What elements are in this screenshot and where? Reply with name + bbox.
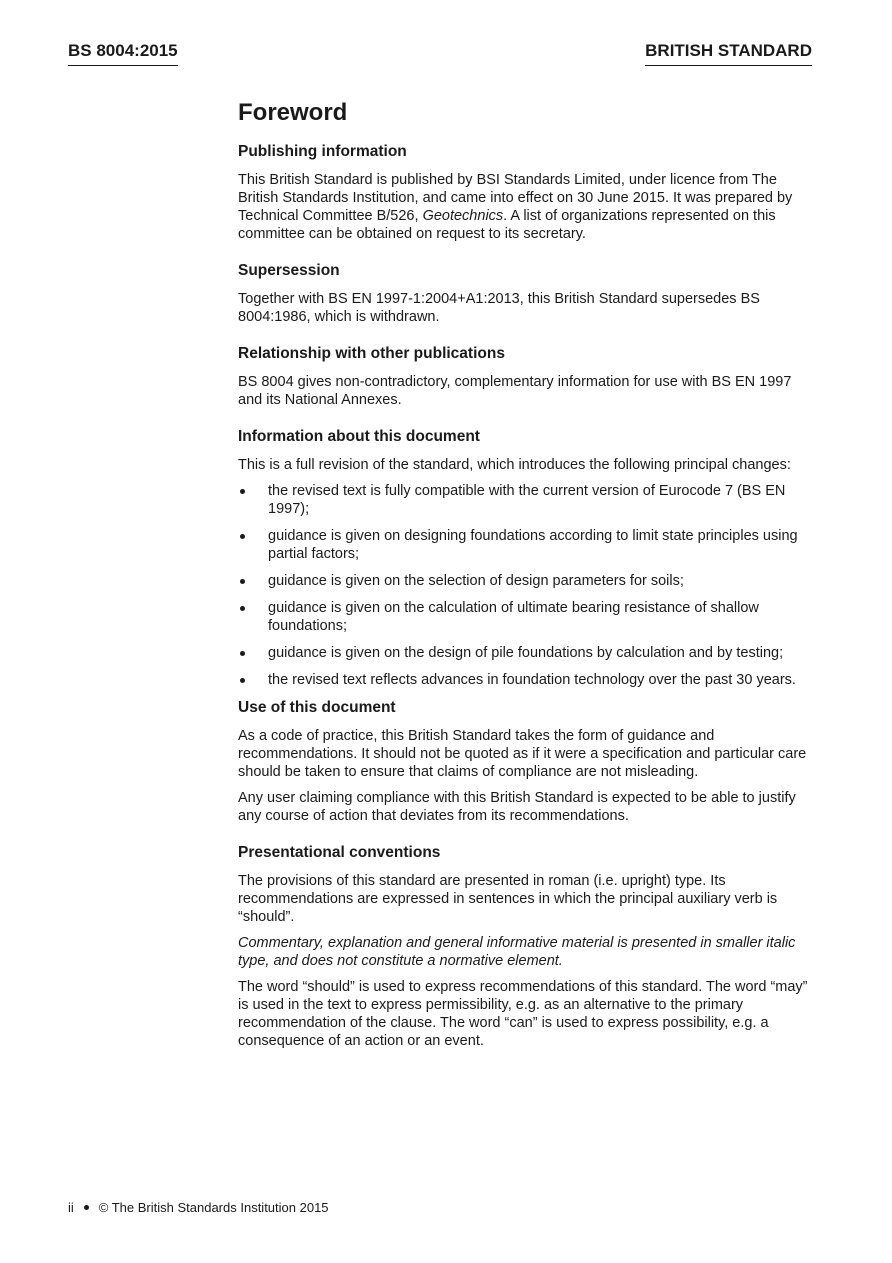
list-item-text: guidance is given on the design of pile foundations by calculation and by testing; <box>268 645 784 661</box>
commentary-note: Commentary, explanation and general informative material is presented in smaller italic type, and does not constitute a normative element. <box>238 935 796 969</box>
bullet-icon <box>240 489 245 494</box>
list-item <box>238 671 816 689</box>
publishing-section <box>238 142 816 243</box>
info-heading: Information about this document <box>238 428 480 445</box>
list-item-text: the revised text is fully compatible with the current version of Eurocode 7 (BS EN 1997); <box>268 483 786 517</box>
document-code: BS 8004:2015 <box>68 40 178 66</box>
supersession-section <box>238 261 816 326</box>
use-paragraph-2: Any user claiming compliance with this British Standard is expected to be able to justify any course of action that deviates from its recommendations. <box>238 790 796 824</box>
bullet-icon <box>240 534 245 539</box>
list-item <box>238 527 816 563</box>
committee-name: Geotechnics <box>422 208 504 224</box>
publishing-heading: Publishing information <box>238 143 407 160</box>
conventions-section <box>238 843 816 1050</box>
main-content <box>238 98 816 1058</box>
publishing-text-part: This British Standard is published by BSI Standards Limited, under licence from The British Standards Institution, and came into effect on 30 June 2015. It was prepared by Technical Committee B/526, <box>238 172 793 224</box>
list-item-text: guidance is given on the selection of design parameters for soils; <box>268 573 684 589</box>
bullet-icon <box>240 678 245 683</box>
use-paragraph-1: As a code of practice, this British Standard takes the form of guidance and recommendations. It should not be quoted as if it were a specification and particular care should be taken to ensure that claims of compliance are not misleading. <box>238 728 807 780</box>
list-item <box>238 599 816 635</box>
bullet-icon <box>240 579 245 584</box>
info-intro: This is a full revision of the standard, which introduces the following principal changes: <box>238 457 791 473</box>
list-item-text: guidance is given on designing foundations according to limit state principles using partial factors; <box>268 528 798 562</box>
copyright-text: © The British Standards Institution 2015 <box>98 1200 329 1215</box>
separator-dot-icon <box>84 1205 89 1210</box>
changes-list <box>238 482 816 689</box>
list-item <box>238 482 816 518</box>
conventions-paragraph-3: The word “should” is used to express recommendations of this standard. The word “may” is used in the text to express permissibility, e.g. as an alternative to the primary recommendation of the clause. The word “can” is used to express possibility, e.g. a consequence of an action or an event. <box>238 979 808 1049</box>
bullet-icon <box>240 606 245 611</box>
relationship-section <box>238 344 816 409</box>
page-number: ii <box>68 1200 74 1215</box>
bullet-icon <box>240 651 245 656</box>
relationship-text: BS 8004 gives non-contradictory, complementary information for use with BS EN 1997 and its National Annexes. <box>238 374 792 408</box>
use-heading: Use of this document <box>238 699 396 716</box>
list-item <box>238 572 816 590</box>
standard-label: BRITISH STANDARD <box>645 40 812 66</box>
relationship-heading: Relationship with other publications <box>238 345 505 362</box>
list-item-text: the revised text reflects advances in foundation technology over the past 30 years. <box>268 672 796 688</box>
conventions-heading: Presentational conventions <box>238 844 441 861</box>
info-section <box>238 427 816 689</box>
publishing-text <box>238 171 816 243</box>
conventions-paragraph-1: The provisions of this standard are presented in roman (i.e. upright) type. Its recommendations are expressed in sentences in which the principal auxiliary verb is “should”. <box>238 873 778 925</box>
list-item <box>238 644 816 662</box>
supersession-text: Together with BS EN 1997-1:2004+A1:2013, this British Standard supersedes BS 8004:1986, which is withdrawn. <box>238 291 760 325</box>
page-title: Foreword <box>238 99 348 126</box>
supersession-heading: Supersession <box>238 262 340 279</box>
use-section <box>238 698 816 825</box>
publishing-text-part: . A list of organizations represented on this committee can be obtained on request to its secretary. <box>238 208 776 242</box>
page-footer <box>68 1199 329 1216</box>
list-item-text: guidance is given on the calculation of ultimate bearing resistance of shallow foundations; <box>268 600 759 634</box>
